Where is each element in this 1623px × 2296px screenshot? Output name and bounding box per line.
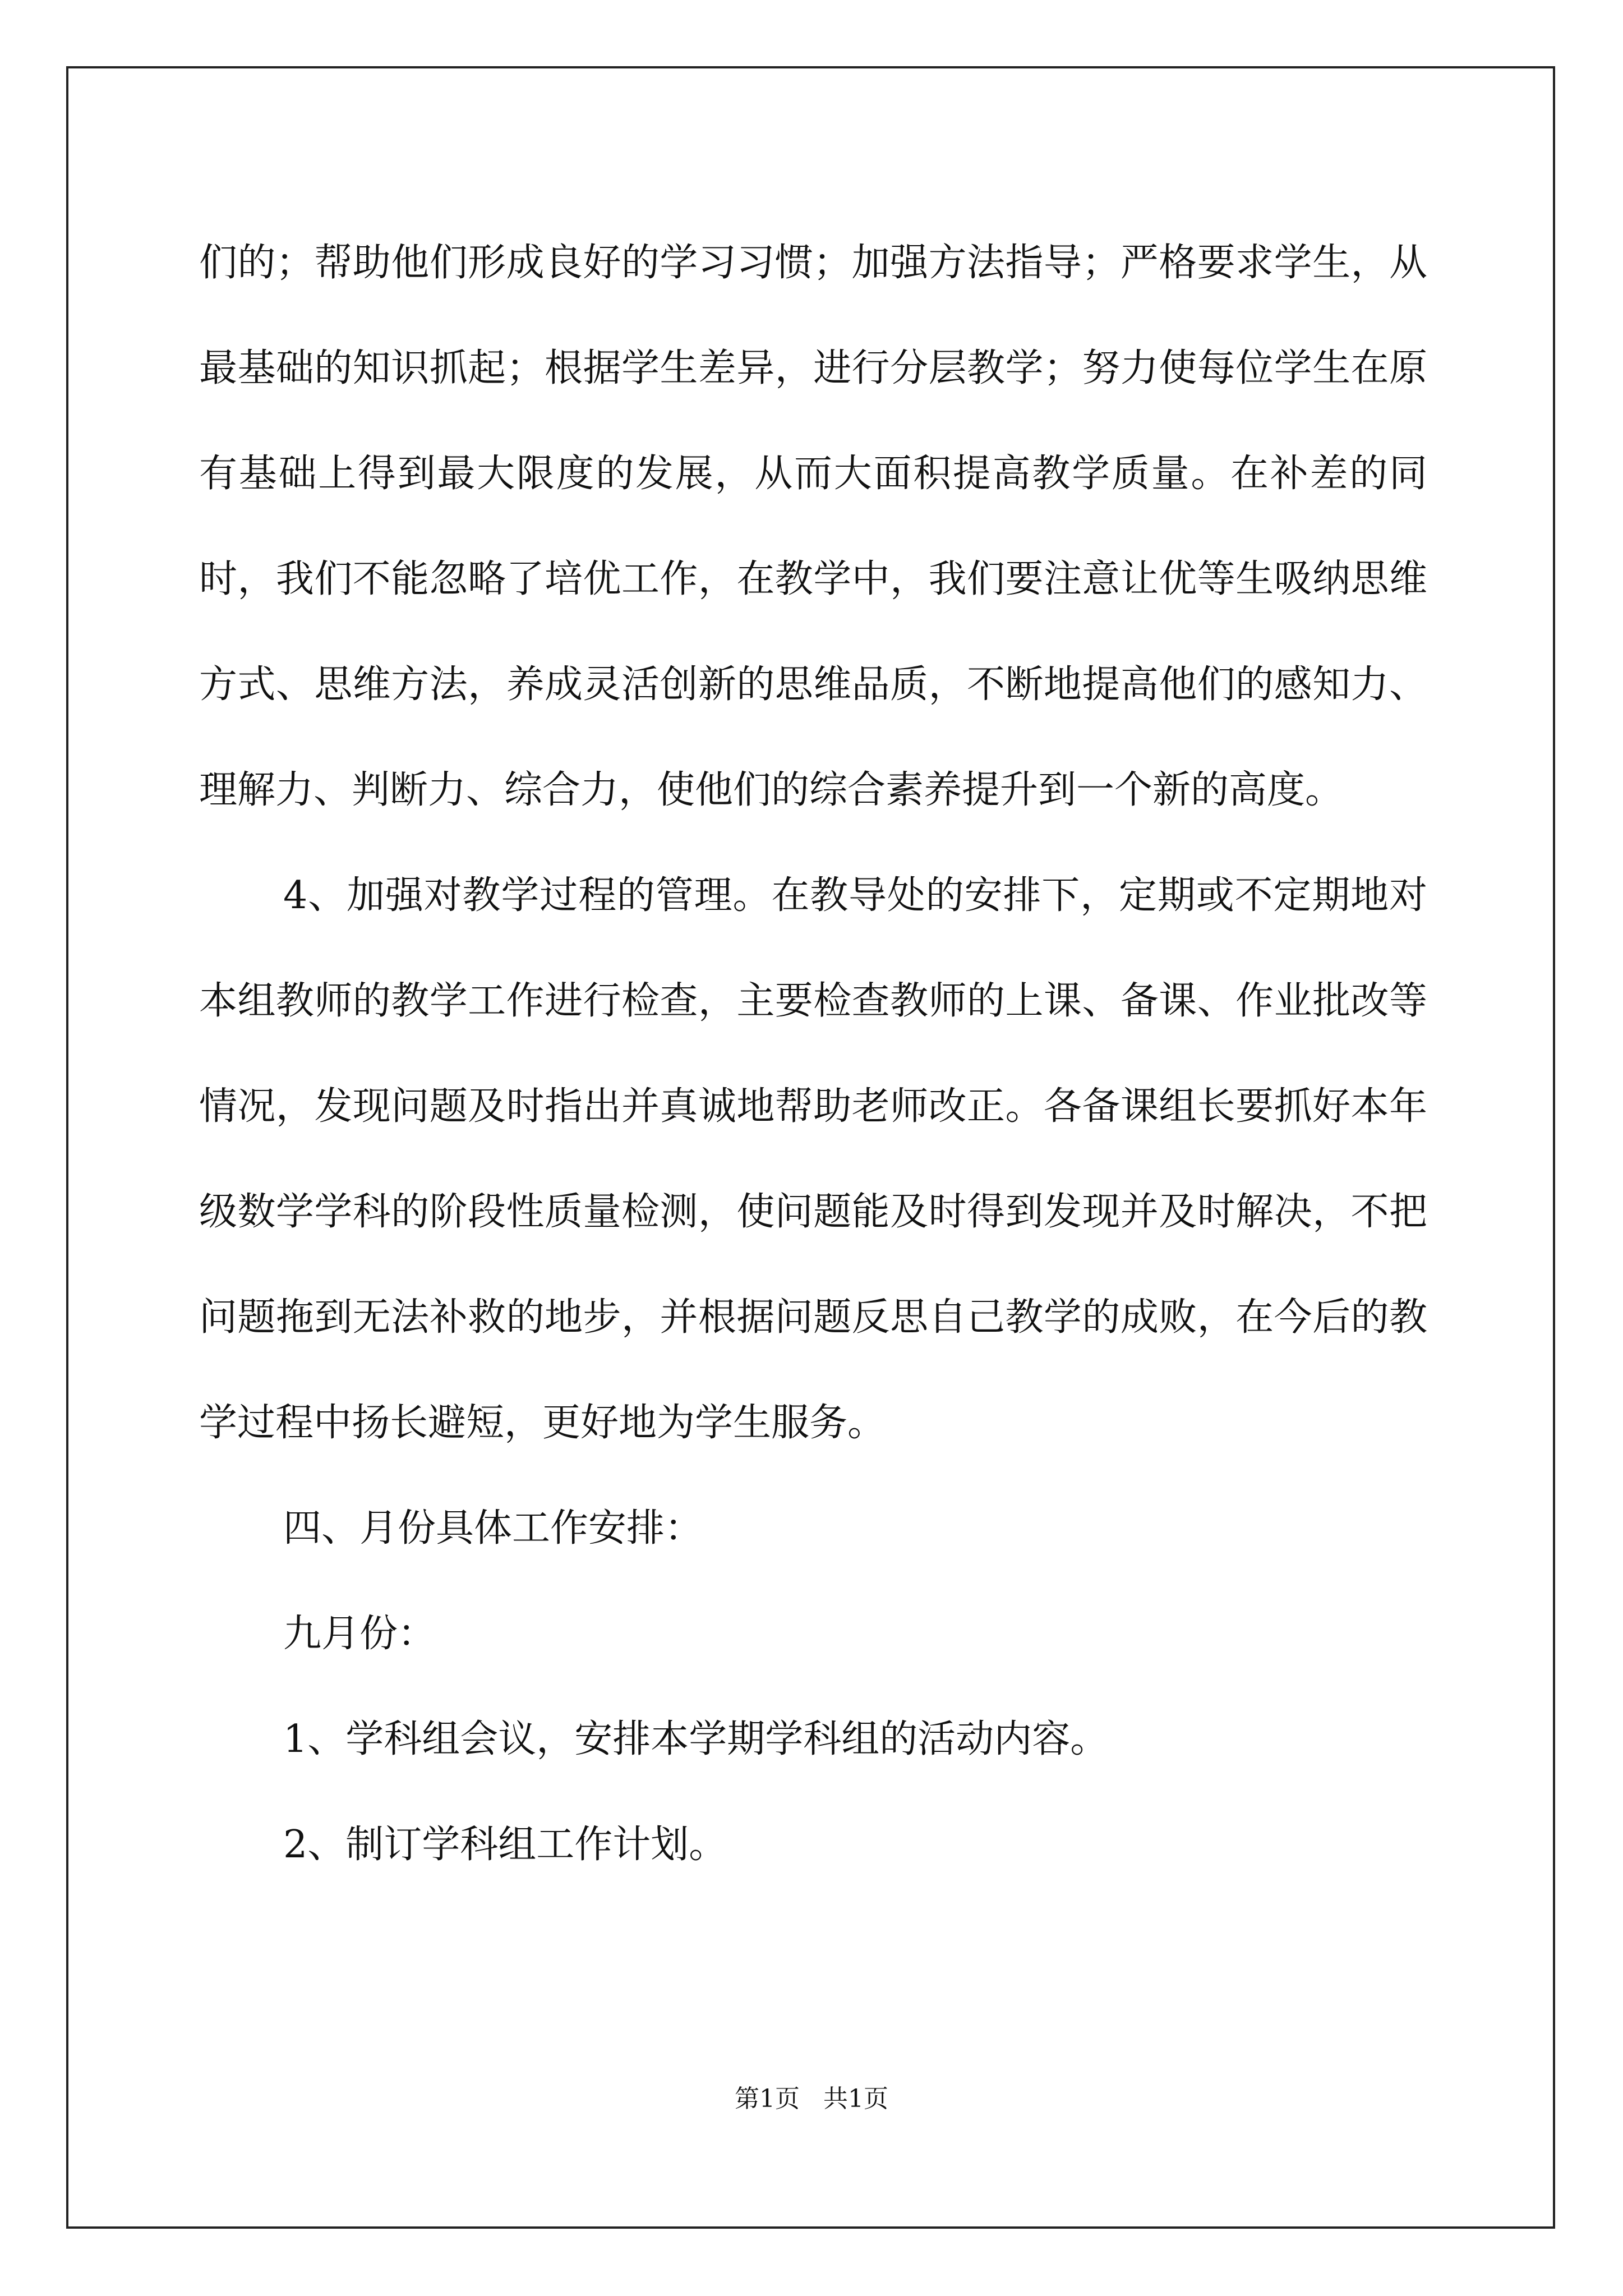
paragraph-item-4: 4、加强对教学过程的管理。在教导处的安排下，定期或不定期地对本组教师的教学工作进行检查，主要检查教师的上课、备课、作业批改等情况，发现问题及时指出并真诚地帮助老师改正。各备课组长要抓好本年级数学学科的阶段性质量检测，使问题能及时得到发现并及时解决，不把问题拖到无法补救的地步，并根据问题反思自己教学的成败，在今后的教学过程中扬长避短，更好地为学生服务。 (199, 873, 1427, 1445)
list-item-1: 1、学科组会议，安排本学期学科组的活动内容。 (283, 1717, 1109, 1761)
list-item-2: 2、制订学科组工作计划。 (283, 1823, 727, 1867)
page-footer: 第1页 共1页 (735, 2085, 888, 2113)
section-heading-monthly-plan: 四、月份具体工作安排： (283, 1506, 703, 1550)
paragraph-continuation: 们的；帮助他们形成良好的学习习惯；加强方法指导；严格要求学生，从最基础的知识抓起；根据学生差异，进行分层教学；努力使每位学生在原有基础上得到最大限度的发展，从而大面积提高教学质量。在补差的同时，我们不能忽略了培优工作，在教学中，我们要注意让优等生吸纳思维方式、思维方法，养成灵活创新的思维品质，不断地提高他们的感知力、理解力、判断力、综合力，使他们的综合素养提升到一个新的高度。 (199, 241, 1427, 812)
month-heading-september: 九月份： (283, 1612, 436, 1656)
document-body (199, 210, 1427, 1898)
